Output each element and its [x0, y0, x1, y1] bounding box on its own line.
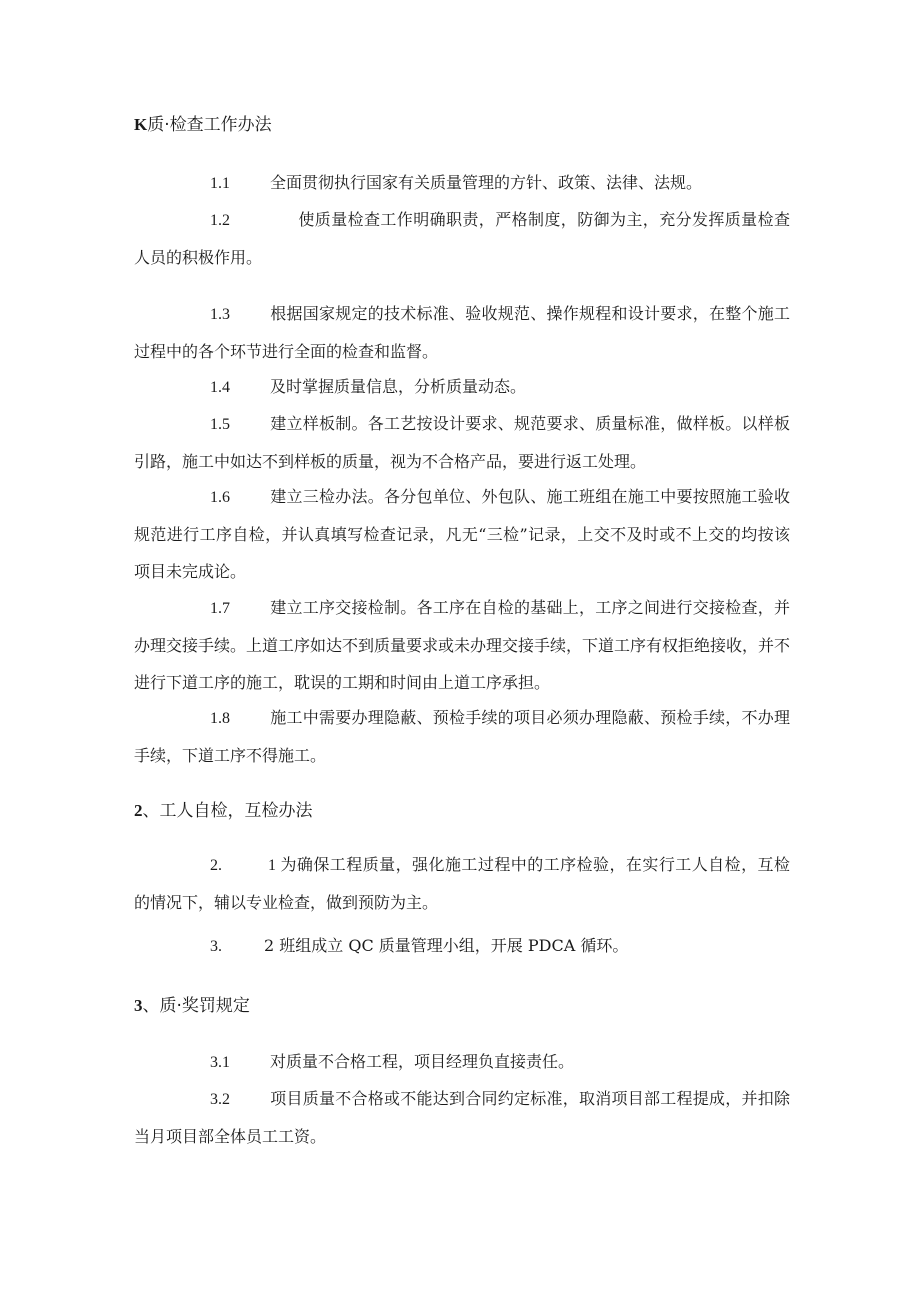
clause-text: 使质量检查工作明确职责，严格制度，防御为主，充分发挥质量检查人员的积极作用。	[134, 210, 790, 267]
clause-number: 3.1	[210, 1054, 230, 1071]
clause-text: 及时掌握质量信息，分析质量动态。	[270, 377, 527, 396]
paragraph	[134, 1043, 790, 1081]
clause-number: 3.	[210, 938, 222, 955]
paragraph	[134, 295, 790, 370]
clause-number: 1.3	[210, 306, 230, 323]
section-heading	[134, 800, 313, 822]
clause-text: 对质量不合格工程，项目经理负直接责任。	[270, 1052, 575, 1071]
clause-text: 根据国家规定的技术标准、验收规范、操作规程和设计要求，在整个施工过程中的各个环节进行全面的检查和监督。	[134, 304, 790, 361]
clause-number: 1.8	[210, 710, 230, 727]
clause-number: 3.2	[210, 1091, 230, 1108]
section-title: 、工人自检，互检办法	[142, 801, 313, 821]
section-title: 质·检查工作办法	[147, 115, 272, 135]
paragraph	[134, 846, 790, 921]
clause-text: 为确保工程质量，强化施工过程中的工序检验，在实行工人自检，互检的情况下，辅以专业检查，做到预防为主。	[134, 855, 790, 912]
paragraph	[134, 589, 790, 701]
clause-text: 全面贯彻执行国家有关质量管理的方针、政策、法律、法规。	[270, 173, 703, 192]
paragraph	[134, 478, 790, 590]
section-number: K	[134, 115, 148, 134]
paragraph	[134, 164, 790, 202]
clause-number: 1.5	[210, 416, 230, 433]
section-heading	[134, 114, 272, 136]
section-number: 2	[134, 801, 143, 820]
clause-text: 建立样板制。各工艺按设计要求、规范要求、质量标准，做样板。以样板引路，施工中如达不到样板的质量，视为不合格产品，要进行返工处理。	[134, 414, 790, 471]
paragraph	[134, 927, 790, 965]
clause-text: 建立三检办法。各分包单位、外包队、施工班组在施工中要按照施工验收规范进行工序自检，并认真填写检查记录，凡无“三检”记录，上交不及时或不上交的均按该项目未完成论。	[134, 487, 790, 581]
clause-number: 1.1	[210, 175, 230, 192]
clause-text: 施工中需要办理隐蔽、预检手续的项目必须办理隐蔽、预检手续，不办理手续，下道工序不得施工。	[134, 708, 790, 765]
paragraph	[134, 405, 790, 480]
paragraph	[134, 1080, 790, 1155]
clause-text: 2 班组成立 QC 质量管理小组，开展 PDCA 循环。	[264, 936, 629, 955]
section-number: 3	[134, 996, 143, 1015]
clause-number: 2.	[210, 857, 222, 874]
clause-number: 1.2	[210, 212, 230, 229]
clause-number: 1.7	[210, 600, 230, 617]
clause-text: 项目质量不合格或不能达到合同约定标准，取消项目部工程提成，并扣除当月项目部全体员工工资。	[134, 1089, 790, 1146]
paragraph	[134, 201, 790, 276]
clause-text: 建立工序交接检制。各工序在自检的基础上，工序之间进行交接检查，并办理交接手续。上道工序如达不到质量要求或未办理交接手续，下道工序有权拒绝接收，并不进行下道工序的施工，耽误的工期和时间由上道工序承担。	[134, 598, 791, 692]
clause-number: 1	[268, 857, 276, 874]
section-title: 、质·奖罚规定	[142, 996, 250, 1016]
paragraph	[134, 368, 790, 406]
section-heading	[134, 995, 250, 1017]
clause-number: 1.6	[210, 489, 230, 506]
paragraph	[134, 699, 790, 774]
clause-number: 1.4	[210, 379, 230, 396]
